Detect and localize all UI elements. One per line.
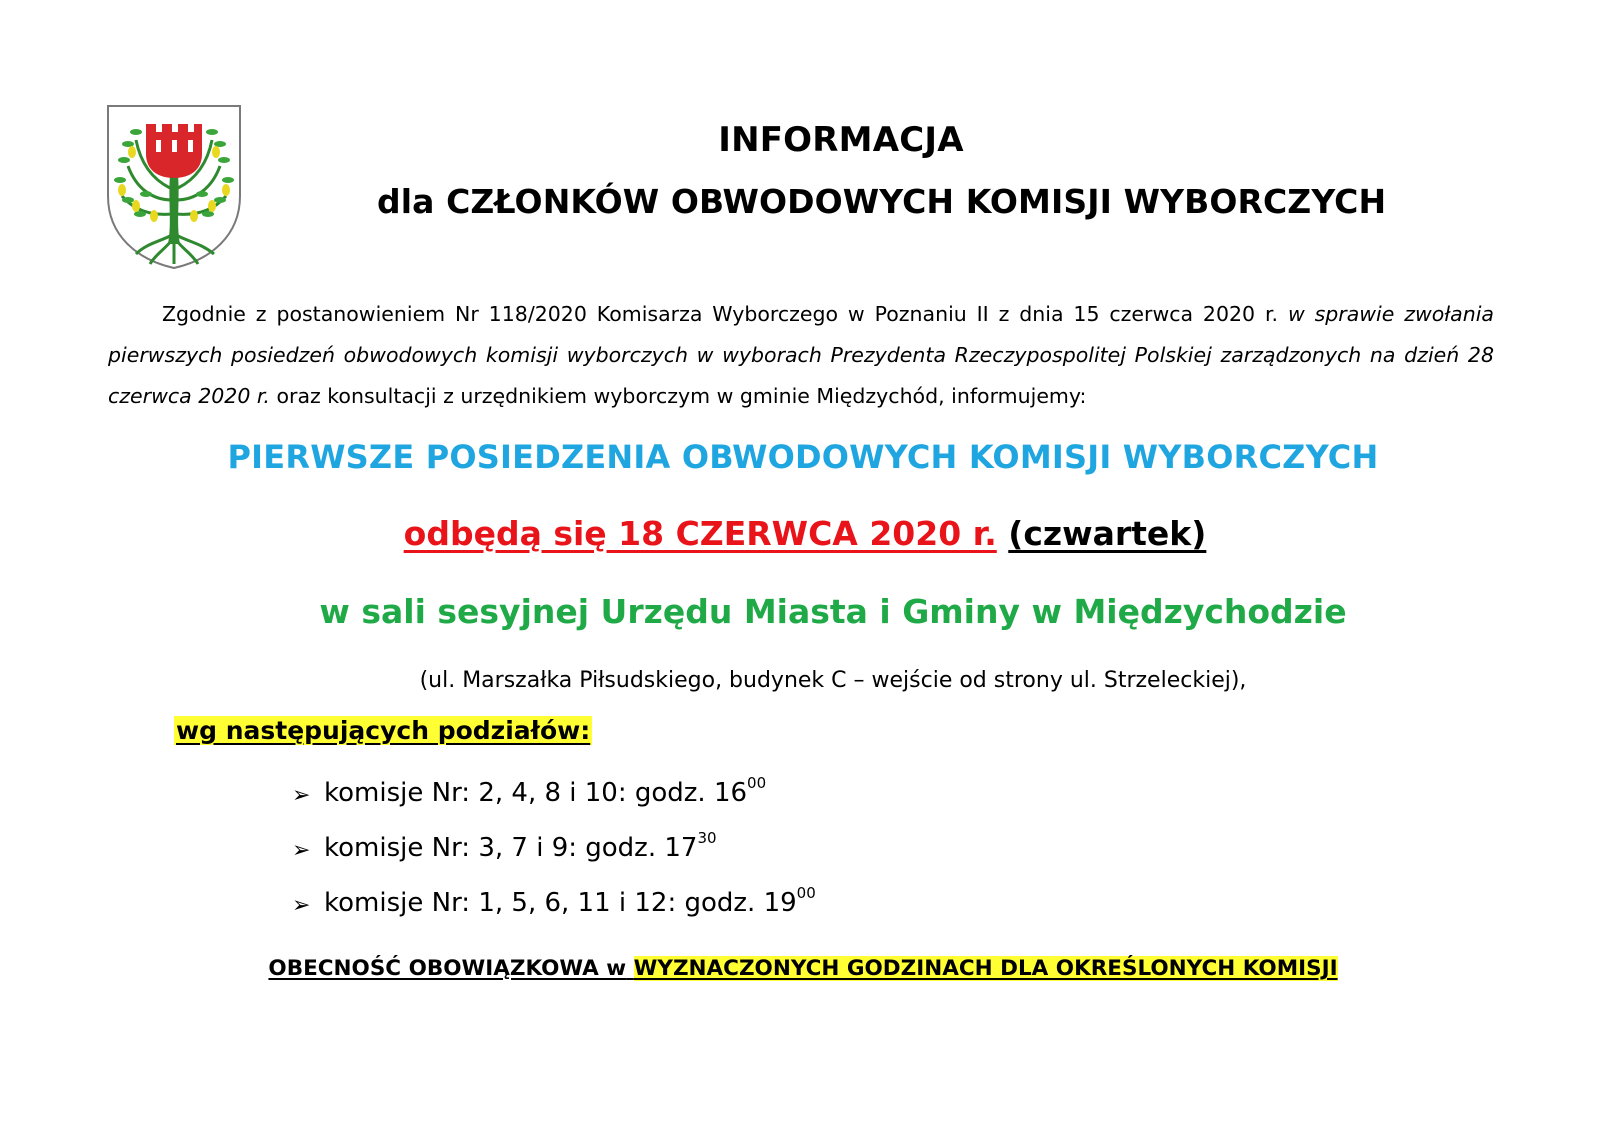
arrow-bullet-icon: ➢	[292, 893, 311, 918]
arrow-bullet-icon: ➢	[292, 838, 311, 863]
schedule-item-text: komisje Nr: 1, 5, 6, 11 i 12: godz. 19	[324, 888, 797, 918]
attendance-text: OBECNOŚĆ OBOWIĄZKOWA w	[268, 956, 627, 981]
meeting-address: (ul. Marszałka Piłsudskiego, budynek C – wejście od strony ul. Strzeleckiej),	[419, 668, 1247, 693]
arrow-bullet-icon: ➢	[292, 783, 311, 808]
intro-text-1: Zgodnie z postanowieniem Nr 118/2020 Komisarza Wyborczego w Poznaniu II z dnia 15 czerwca 2020 r.	[162, 302, 1288, 326]
list-item	[292, 884, 816, 943]
schedule-item-text: komisje Nr: 2, 4, 8 i 10: godz. 16	[324, 778, 748, 808]
list-item	[292, 774, 816, 833]
attendance-highlight: WYZNACZONYCH GODZINACH DLA OKREŚLONYCH KOMISJI	[633, 956, 1338, 981]
schedule-item-minutes: 00	[796, 884, 816, 902]
list-item	[292, 829, 816, 888]
meeting-venue: w sali sesyjnej Urzędu Miasta i Gminy w Międzychodzie	[319, 592, 1347, 631]
schedule-item-minutes: 30	[697, 829, 717, 847]
meeting-day: (czwartek)	[1008, 514, 1207, 553]
schedule-list	[292, 774, 816, 943]
schedule-item-minutes: 00	[747, 774, 767, 792]
page-subtitle: dla CZŁONKÓW OBWODOWYCH KOMISJI WYBORCZYCH	[377, 182, 1387, 221]
attendance-notice	[0, 956, 1600, 981]
intro-paragraph	[108, 294, 1494, 417]
page-title: INFORMACJA	[718, 120, 964, 160]
schedule-item-text: komisje Nr: 3, 7 i 9: godz. 17	[324, 833, 698, 863]
intro-text-2: oraz konsultacji z urzędnikiem wyborczym w gminie Międzychód, informujemy:	[269, 384, 1087, 408]
meeting-date: odbędą się 18 CZERWCA 2020 r.	[403, 514, 997, 553]
intro-text-italic: w sprawie zwołania pierwszych posiedzeń obwodowych komisji wyborczych w wyborach Prezydenta Rzeczypospolitej Polskiej zarządzonych na dzień 28 czerwca 2020 r.	[108, 302, 1494, 408]
meeting-heading: PIERWSZE POSIEDZENIA OBWODOWYCH KOMISJI WYBORCZYCH	[227, 438, 1379, 476]
meeting-date-line	[0, 514, 1600, 553]
division-label: wg następujących podziałów:	[176, 716, 591, 745]
